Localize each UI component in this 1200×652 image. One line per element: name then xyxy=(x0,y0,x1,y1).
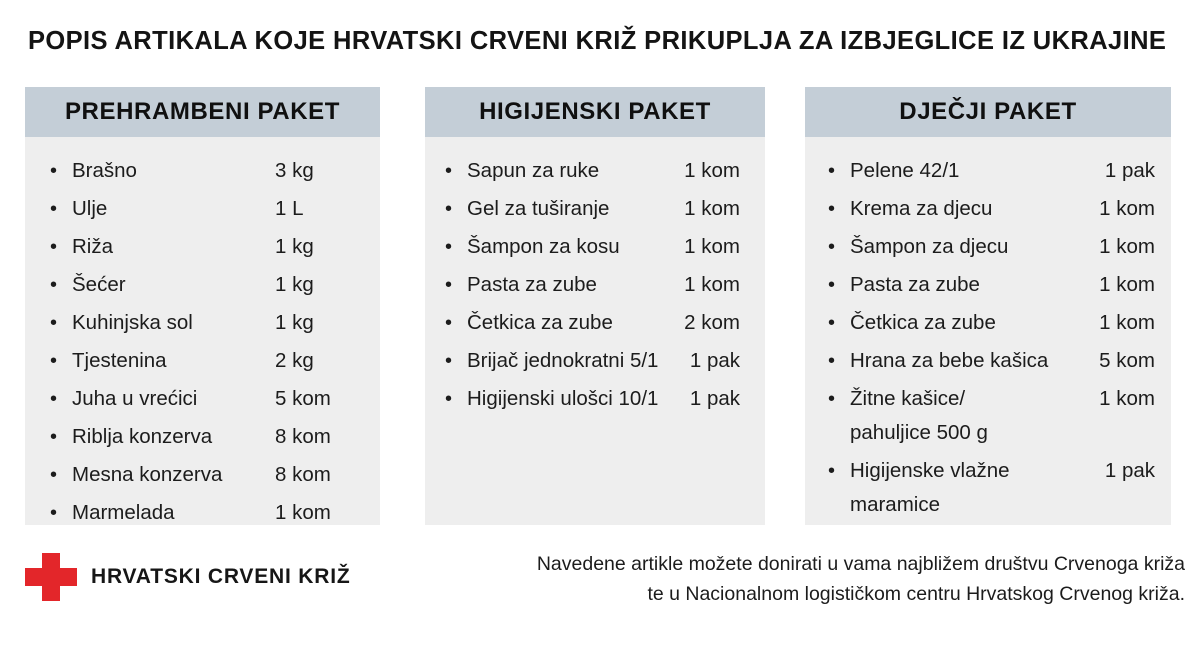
bullet-icon: • xyxy=(50,312,58,334)
bullet-icon: • xyxy=(445,388,453,410)
package-item-name: Četkica za zube xyxy=(467,311,613,334)
package-item xyxy=(445,266,740,304)
bullet-icon: • xyxy=(445,312,453,334)
package-item-quantity: 8 kom xyxy=(275,425,331,448)
package-item xyxy=(50,418,370,456)
bullet-icon: • xyxy=(50,426,58,448)
package-item-quantity: 1 kom xyxy=(684,197,740,220)
package-item-name-continued: maramice xyxy=(850,493,940,516)
package-item xyxy=(50,342,370,380)
package-item xyxy=(828,342,1155,380)
package-item xyxy=(445,342,740,380)
bullet-icon: • xyxy=(828,460,836,482)
package-item-name: Mesna konzerva xyxy=(72,463,223,486)
package-item xyxy=(445,152,740,190)
package-item-name: Četkica za zube xyxy=(850,311,996,334)
package-item-quantity: 1 kg xyxy=(275,311,314,334)
package-item-name: Krema za djecu xyxy=(850,197,993,220)
package-item-list-prehrambeni xyxy=(25,137,380,532)
package-item-name: Gel za tuširanje xyxy=(467,197,610,220)
bullet-icon: • xyxy=(445,274,453,296)
package-item-name: Sapun za ruke xyxy=(467,159,600,182)
package-item-quantity: 1 kom xyxy=(1099,235,1155,258)
bullet-icon: • xyxy=(50,274,58,296)
bullet-icon: • xyxy=(445,198,453,220)
bullet-icon: • xyxy=(50,160,58,182)
package-item-name: Pasta za zube xyxy=(467,273,597,296)
package-item-quantity: 1 pak xyxy=(1104,459,1155,482)
package-item xyxy=(445,380,740,418)
package-item-quantity: 1 kg xyxy=(275,273,314,296)
package-item xyxy=(50,494,370,532)
package-item xyxy=(50,380,370,418)
package-header-djecji xyxy=(805,87,1171,137)
page-title: POPIS ARTIKALA KOJE HRVATSKI CRVENI KRIŽ PRIKUPLJA ZA IZBJEGLICE IZ UKRAJINE xyxy=(28,27,1167,55)
package-item xyxy=(828,452,1155,490)
package-item xyxy=(828,304,1155,342)
bullet-icon: • xyxy=(445,350,453,372)
package-item-name: Šampon za djecu xyxy=(850,235,1009,258)
package-item-quantity: 1 pak xyxy=(689,349,740,372)
package-item-name: Tjestenina xyxy=(72,349,167,372)
package-item-name: Riblja konzerva xyxy=(72,425,213,448)
package-item-continuation xyxy=(828,414,1155,452)
package-item xyxy=(50,266,370,304)
package-item-quantity: 2 kg xyxy=(275,349,314,372)
organization-name: HRVATSKI CRVENI KRIŽ xyxy=(91,565,351,588)
package-item-name: Higijenske vlažne xyxy=(850,459,1010,482)
package-item xyxy=(828,152,1155,190)
donation-note-line-2: te u Nacionalnom logističkom centru Hrvatskog Crvenog križa. xyxy=(647,583,1185,605)
package-item-name: Higijenski ulošci 10/1 xyxy=(467,387,659,410)
package-item-quantity: 5 kom xyxy=(275,387,331,410)
bullet-icon: • xyxy=(445,160,453,182)
package-item-quantity: 1 kom xyxy=(1099,311,1155,334)
red-cross-logo xyxy=(25,553,350,601)
package-item-name: Šećer xyxy=(72,273,126,296)
package-item-name: Ulje xyxy=(72,197,108,220)
package-panel-prehrambeni xyxy=(25,87,380,525)
bullet-icon: • xyxy=(828,274,836,296)
package-item-name: Kuhinjska sol xyxy=(72,311,193,334)
package-item-name: Pelene 42/1 xyxy=(850,159,960,182)
package-item xyxy=(50,304,370,342)
red-cross-icon xyxy=(25,553,77,601)
bullet-icon: • xyxy=(828,388,836,410)
package-item xyxy=(50,456,370,494)
package-item-quantity: 1 kom xyxy=(1099,273,1155,296)
package-item-name: Žitne kašice/ xyxy=(850,387,966,410)
package-panel-higijenski xyxy=(425,87,765,525)
package-header-label: PREHRAMBENI PAKET xyxy=(64,98,341,125)
package-item xyxy=(828,228,1155,266)
package-item-quantity: 3 kg xyxy=(275,159,314,182)
package-item-name: Marmelada xyxy=(72,501,175,524)
package-item-quantity: 5 kom xyxy=(1099,349,1155,372)
package-item-name: Brašno xyxy=(72,159,137,182)
package-item-quantity: 1 kg xyxy=(275,235,314,258)
package-item-quantity: 1 kom xyxy=(684,273,740,296)
bullet-icon: • xyxy=(50,236,58,258)
package-header-label: HIGIJENSKI PAKET xyxy=(479,98,711,125)
package-item-name: Brijač jednokratni 5/1 xyxy=(467,349,659,372)
package-item xyxy=(828,266,1155,304)
package-item-name: Riža xyxy=(72,235,114,258)
package-item-name: Šampon za kosu xyxy=(467,235,620,258)
package-panel-djecji xyxy=(805,87,1171,525)
package-item-continuation xyxy=(828,486,1155,524)
package-item xyxy=(50,190,370,228)
bullet-icon: • xyxy=(50,502,58,524)
package-item xyxy=(445,304,740,342)
bullet-icon: • xyxy=(50,198,58,220)
package-item xyxy=(828,190,1155,228)
package-item xyxy=(50,228,370,266)
bullet-icon: • xyxy=(50,350,58,372)
package-item-quantity: 1 kom xyxy=(1099,197,1155,220)
package-item-list-djecji xyxy=(805,137,1171,524)
package-item-quantity: 8 kom xyxy=(275,463,331,486)
bullet-icon: • xyxy=(828,236,836,258)
package-item-quantity: 1 pak xyxy=(1104,159,1155,182)
package-item xyxy=(828,380,1155,418)
package-item-name: Hrana za bebe kašica xyxy=(850,349,1049,372)
package-item-name-continued: pahuljice 500 g xyxy=(850,421,988,444)
bullet-icon: • xyxy=(828,312,836,334)
donation-note-line-1: Navedene artikle možete donirati u vama najbližem društvu Crvenoga križa xyxy=(536,553,1185,575)
package-item-quantity: 1 L xyxy=(275,197,304,220)
package-header-higijenski xyxy=(425,87,765,137)
bullet-icon: • xyxy=(828,160,836,182)
package-item xyxy=(445,228,740,266)
package-header-prehrambeni xyxy=(25,87,380,137)
package-item-quantity: 1 kom xyxy=(684,159,740,182)
bullet-icon: • xyxy=(50,464,58,486)
bullet-icon: • xyxy=(828,350,836,372)
bullet-icon: • xyxy=(50,388,58,410)
bullet-icon: • xyxy=(828,198,836,220)
package-header-label: DJEČJI PAKET xyxy=(899,98,1077,125)
package-item xyxy=(50,152,370,190)
package-item-name: Pasta za zube xyxy=(850,273,980,296)
package-item-list-higijenski xyxy=(425,137,765,418)
donation-note xyxy=(385,549,1185,609)
package-item-quantity: 1 pak xyxy=(689,387,740,410)
package-item-quantity: 1 kom xyxy=(1099,387,1155,410)
package-item-name: Juha u vrećici xyxy=(72,387,198,410)
package-item-quantity: 1 kom xyxy=(275,501,331,524)
package-item-quantity: 2 kom xyxy=(684,311,740,334)
bullet-icon: • xyxy=(445,236,453,258)
package-item xyxy=(445,190,740,228)
package-item-quantity: 1 kom xyxy=(684,235,740,258)
